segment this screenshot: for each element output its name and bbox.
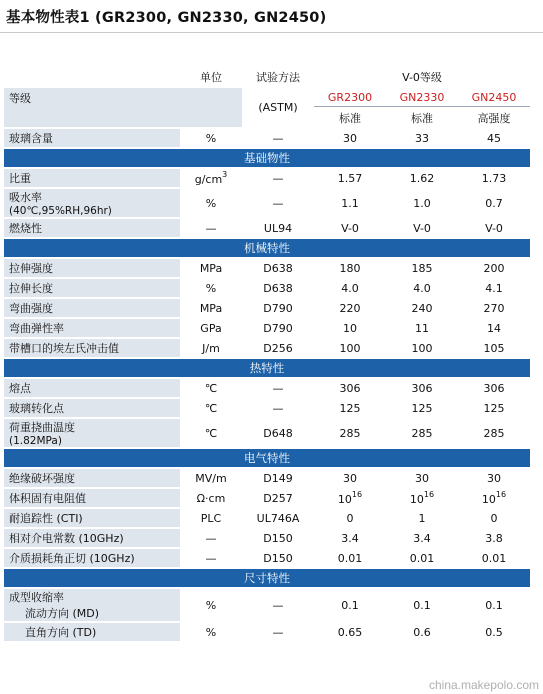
section-header [4,569,530,587]
value-cell: V-0 [341,221,359,235]
property-name: 绝缘破坏强度 [4,469,180,487]
method-cell: — [272,131,284,145]
title-divider [0,32,543,33]
method-cell: D638 [263,281,293,295]
value-cell: 1.62 [409,171,435,185]
value-cell: 0.1 [413,598,431,612]
value-cell: 0.6 [413,625,431,639]
value-cell: 0.65 [337,625,363,639]
unit-cell: GPa [200,321,222,335]
value-cell: 14 [487,321,501,335]
grade-type: 高强度 [477,112,511,125]
unit-cell: ℃ [204,426,218,440]
value-cell: 33 [415,131,429,145]
property-name: 成型收缩率 [9,591,64,604]
table-row [4,299,530,317]
value-cell: 3.4 [341,531,359,545]
unit-cell: — [205,221,217,235]
property-name: 体积固有电阻值 [4,489,180,507]
table-row [4,129,530,147]
watermark: china.makepolo.com [428,678,539,692]
value-cell: 306 [411,381,433,395]
value-cell: 125 [339,401,361,415]
unit-cell: J/m [202,341,220,355]
unit-cell: — [205,551,217,565]
value-cell: V-0 [485,221,503,235]
grade-group-header: V-0等级 [402,71,442,84]
method-cell: D648 [263,426,293,440]
value-cell: 105 [483,341,505,355]
value-cell: 30 [487,471,501,485]
value-cell: 0.01 [337,551,363,565]
value-cell: V-0 [413,221,431,235]
property-name: 耐追踪性 (CTI) [4,509,180,527]
unit-header: 单位 [200,71,222,84]
value-cell: $10^{16}$ [409,490,435,506]
value-cell: 0.1 [341,598,359,612]
value-cell: 1.73 [481,171,507,185]
value-cell: 180 [339,261,361,275]
property-name: 带槽口的埃左氏冲击值 [4,339,180,357]
method-cell: D790 [263,321,293,335]
value-cell: 285 [411,426,433,440]
property-subname: 流动方向 (MD) [25,607,100,620]
table-row [4,623,530,641]
method-cell: D257 [263,491,293,505]
property-name: 拉伸长度 [4,279,180,297]
value-cell: 1 [418,511,426,525]
section-title: 机械特性 [4,239,530,257]
property-subname: 直角方向 (TD) [25,626,97,639]
table-row [4,469,530,487]
method-cell: — [272,401,284,415]
property-name: 燃烧性 [4,219,180,237]
unit-cell: PLC [200,511,222,525]
table-row [4,379,530,397]
grade-name: GR2300 [314,88,386,107]
section-header [4,359,530,377]
method-cell: D638 [263,261,293,275]
grade-type: 标准 [411,112,433,125]
value-cell: 0 [490,511,498,525]
value-cell: 1.0 [413,196,431,210]
section-title: 基础物性 [4,149,530,167]
unit-cell: % [205,281,217,295]
unit-cell: Ω·cm [196,491,226,505]
value-cell: 100 [411,341,433,355]
table-row [4,399,530,417]
header-row-2 [4,88,530,107]
method-cell: — [272,171,284,185]
property-name: 吸水率 [9,191,42,204]
property-name: 比重 [4,169,180,187]
value-cell: 0.01 [481,551,507,565]
properties-table [4,66,530,643]
value-cell: 100 [339,341,361,355]
header-row-1 [4,68,530,86]
unit-cell: % [205,196,217,210]
section-title: 尺寸特性 [4,569,530,587]
method-cell: D256 [263,341,293,355]
value-cell: 30 [415,471,429,485]
unit-superscript: 3 [222,170,228,179]
value-cell: 4.0 [413,281,431,295]
property-name: 荷重挠曲温度 [9,421,75,434]
section-title: 热特性 [4,359,530,377]
value-cell: 11 [415,321,429,335]
value-cell: 0.5 [485,625,503,639]
value-cell: 10 [343,321,357,335]
table-row [4,319,530,337]
value-cell: 3.8 [485,531,503,545]
value-cell: 306 [483,381,505,395]
section-header [4,239,530,257]
method-cell: D790 [263,301,293,315]
section-header [4,449,530,467]
property-name: 熔点 [4,379,180,397]
astm-label: (ASTM) [258,101,298,114]
section-header [4,149,530,167]
method-header: 试验方法 [256,71,300,84]
grade-name: GN2450 [458,88,530,107]
value-cell: 3.4 [413,531,431,545]
value-cell: 1.57 [337,171,363,185]
property-name: 介质损耗角正切 (10GHz) [4,549,180,567]
table-row [4,419,530,447]
method-cell: D149 [263,471,293,485]
unit-cell: — [205,531,217,545]
method-cell: UL746A [256,511,300,525]
page-title: 基本物性表1 (GR2300, GN2330, GN2450) [6,10,327,26]
unit-cell: % [205,131,217,145]
value-cell: 125 [411,401,433,415]
value-cell: 285 [339,426,361,440]
unit-cell: ℃ [204,401,218,415]
property-name: 弯曲弹性率 [4,319,180,337]
table-row [4,189,530,217]
value-cell: 4.0 [341,281,359,295]
method-cell: — [272,196,284,210]
table-row [4,529,530,547]
value-cell: 45 [487,131,501,145]
value-cell: 30 [343,471,357,485]
table-row [4,549,530,567]
table-row [4,509,530,527]
property-name: 弯曲强度 [4,299,180,317]
property-condition: (1.82MPa) [9,435,62,447]
method-cell: — [272,381,284,395]
value-cell: 1.1 [341,196,359,210]
unit-cell: MPa [199,301,223,315]
value-cell: 0.1 [485,598,503,612]
unit-cell: g/cm [194,173,223,186]
property-name: 玻璃含量 [4,129,180,147]
grade-type: 标准 [339,112,361,125]
table-row [4,489,530,507]
value-cell: 125 [483,401,505,415]
value-cell: 0 [346,511,354,525]
value-cell: $10^{16}$ [481,490,507,506]
table-row [4,169,530,187]
property-name: 玻璃转化点 [4,399,180,417]
property-condition: (40℃,95%RH,96hr) [9,205,112,217]
method-cell: D150 [263,551,293,565]
value-cell: 30 [343,131,357,145]
value-cell: 220 [339,301,361,315]
unit-cell: % [205,625,217,639]
property-name: 相对介电常数 (10GHz) [4,529,180,547]
table-row [4,259,530,277]
value-cell: 185 [411,261,433,275]
section-title: 电气特性 [4,449,530,467]
value-cell: 240 [411,301,433,315]
value-cell: 4.1 [485,281,503,295]
method-cell: D150 [263,531,293,545]
value-cell: 0.01 [409,551,435,565]
unit-cell: MV/m [195,471,227,485]
grade-label: 等级 [4,88,180,127]
value-cell: 285 [483,426,505,440]
table-row [4,219,530,237]
table-row [4,339,530,357]
value-cell: 0.7 [485,196,503,210]
table-row [4,279,530,297]
value-cell: $10^{16}$ [337,490,363,506]
property-name: 拉伸强度 [4,259,180,277]
value-cell: 200 [483,261,505,275]
value-cell: 270 [483,301,505,315]
unit-cell: % [205,598,217,612]
method-cell: — [272,598,284,612]
table-row [4,589,530,621]
unit-cell: ℃ [204,381,218,395]
method-cell: — [272,625,284,639]
grade-name: GN2330 [386,88,458,107]
value-cell: 306 [339,381,361,395]
unit-cell: MPa [199,261,223,275]
method-cell: UL94 [263,221,293,235]
